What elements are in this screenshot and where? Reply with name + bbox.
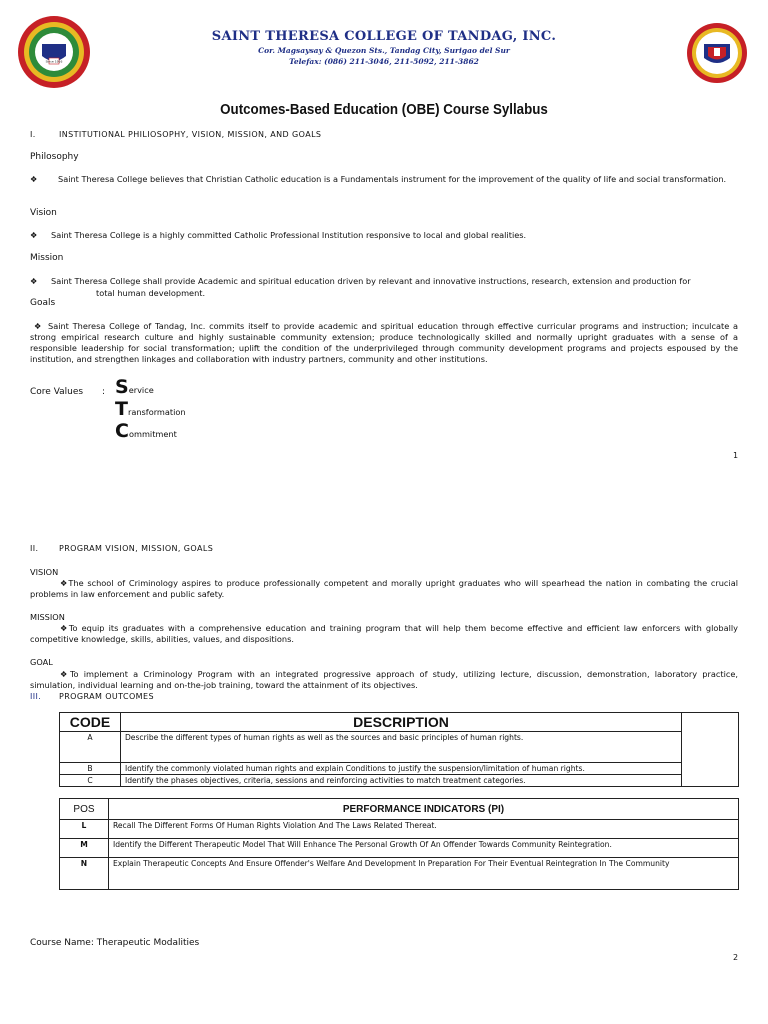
table-row xyxy=(60,775,739,787)
philosophy-label: Philosophy xyxy=(30,152,79,162)
pi-header: PERFORMANCE INDICATORS (PI) xyxy=(108,799,738,820)
mission-text-line1: Saint Theresa College shall provide Academic and spiritual education driven by relevant and innovative instructions, research, extension and production for xyxy=(51,276,691,286)
syllabus-title: Outcomes-Based Education (OBE) Course Syllabus xyxy=(220,102,548,118)
table-row xyxy=(60,839,739,858)
pos-code: L xyxy=(60,820,109,839)
core-value-rest: ommitment xyxy=(128,429,177,439)
outcome-description: Identify the phases objectives, criteria, sessions and reinforcing activities to match treatment categories. xyxy=(120,775,681,787)
page-number-1: 1 xyxy=(733,451,739,460)
philosophy-bullet: ❖ xyxy=(30,174,38,184)
pos-code: N xyxy=(60,858,109,890)
program-vision-text: ❖The school of Criminology aspires to produce professionally competent and morally upright graduates who will spearhead the nation in combating the crucial problems in law enforcement and public safety. xyxy=(30,578,738,599)
pi-text: Explain Therapeutic Concepts And Ensure Offender's Welfare And Development In Preparation For Their Eventual Reintegration In The Community xyxy=(108,858,738,890)
program-goal-label: GOAL xyxy=(30,657,53,667)
core-value-letter: T xyxy=(115,398,128,420)
goals-label: Goals xyxy=(30,298,56,308)
goals-bullet: ❖ xyxy=(34,321,42,331)
pi-text: Recall The Different Forms Of Human Rights Violation And The Laws Related Thereat. xyxy=(108,820,738,839)
college-seal-right-logo xyxy=(686,22,748,84)
outcome-description: Describe the different types of human rights as well as the sources and basic principles of human rights. xyxy=(120,732,681,763)
section-3-numeral: III. xyxy=(30,692,42,701)
program-mission-text: ❖To equip its graduates with a comprehensive education and training program that will help them become effective and efficient law enforcers with globally competitive knowledge, skills, abilities, values, and dispositions. xyxy=(30,623,738,644)
pos-code: M xyxy=(60,839,109,858)
core-value-rest: ervice xyxy=(128,385,154,395)
core-values-colon: : xyxy=(102,387,106,397)
core-values-label: Core Values xyxy=(30,387,84,397)
program-vision-label: VISION xyxy=(30,567,59,577)
table-header-row xyxy=(60,713,739,732)
section-2-heading: PROGRAM VISION, MISSION, GOALS xyxy=(59,544,214,553)
section-1-heading: INSTITUTIONAL PHILIOSOPHY, VISION, MISSION, AND GOALS xyxy=(59,130,322,139)
core-value-commitment xyxy=(115,420,177,442)
outcome-code: C xyxy=(60,775,121,787)
pos-header: POS xyxy=(60,799,109,820)
section-3-heading: PROGRAM OUTCOMES xyxy=(59,692,154,701)
table-header-row xyxy=(60,799,739,820)
seal-year-text: Since 1916 xyxy=(45,59,63,64)
vision-label: Vision xyxy=(30,208,57,218)
page-number-2: 2 xyxy=(733,953,739,962)
course-name: Course Name: Therapeutic Modalities xyxy=(30,938,200,948)
school-name: SAINT THERESA COLLEGE OF TANDAG, INC. xyxy=(211,29,557,44)
college-seal-left-logo xyxy=(16,14,92,90)
school-telefax: Telefax: (086) 211-3046, 211-5092, 211-3862 xyxy=(289,57,479,66)
table-row xyxy=(60,820,739,839)
table-row xyxy=(60,732,739,763)
table-row xyxy=(60,763,739,775)
performance-indicators-table xyxy=(59,798,739,890)
outcome-code: A xyxy=(60,732,121,763)
vision-bullet: ❖ xyxy=(30,230,38,240)
mission-text-line2: total human development. xyxy=(96,288,206,298)
core-value-letter: S xyxy=(115,376,129,398)
vision-text: Saint Theresa College is a highly committed Catholic Professional Institution responsive to local and global realities. xyxy=(51,230,527,240)
section-1-numeral: I. xyxy=(30,130,36,139)
pi-text: Identify the Different Therapeutic Model That Will Enhance The Personal Growth Of An Offender Towards Community Reintegration. xyxy=(108,839,738,858)
core-value-transformation xyxy=(115,398,186,420)
blank-column-cell xyxy=(682,713,739,787)
mission-bullet: ❖ xyxy=(30,276,38,286)
core-value-service xyxy=(115,376,154,398)
mission-label: Mission xyxy=(30,253,64,263)
table-row xyxy=(60,858,739,890)
outcome-description: Identify the commonly violated human rights and explain Conditions to justify the suspension/limitation of human rights. xyxy=(120,763,681,775)
philosophy-text: Saint Theresa College believes that Christian Catholic education is a Fundamentals instrument for the improvement of the quality of life and social transformation. xyxy=(58,174,727,184)
program-mission-label: MISSION xyxy=(30,612,65,622)
code-header: CODE xyxy=(60,713,121,732)
core-value-letter: C xyxy=(115,420,129,442)
core-value-rest: ransformation xyxy=(127,407,186,417)
goals-text: Saint Theresa College of Tandag, Inc. commits itself to provide academic and spiritual education through effective curricular programs and instruction; inculcate a strong empirical research culture and highly sustainable community extension; produce technologically skilled and normally upright graduates with a sense of a responsible leadership for social transformation; uplift the condition of the underprivileged through community development programs and projects espoused by the institution, and strengthen linkages and collaboration with industry partners, community and other institutions. xyxy=(30,321,738,364)
section-2-numeral: II. xyxy=(30,544,39,553)
outcome-code: B xyxy=(60,763,121,775)
school-address: Cor. Magsaysay & Quezon Sts., Tandag City, Surigao del Sur xyxy=(258,46,510,55)
description-header: DESCRIPTION xyxy=(120,713,681,732)
program-goal-text: ❖To implement a Criminology Program with an integrated progressive approach of study, utilizing lecture, discussion, demonstration, laboratory practice, simulation, individual learning and on-the-job training, toward the attainment of its objectives. xyxy=(30,669,738,690)
program-outcomes-table xyxy=(59,712,739,787)
